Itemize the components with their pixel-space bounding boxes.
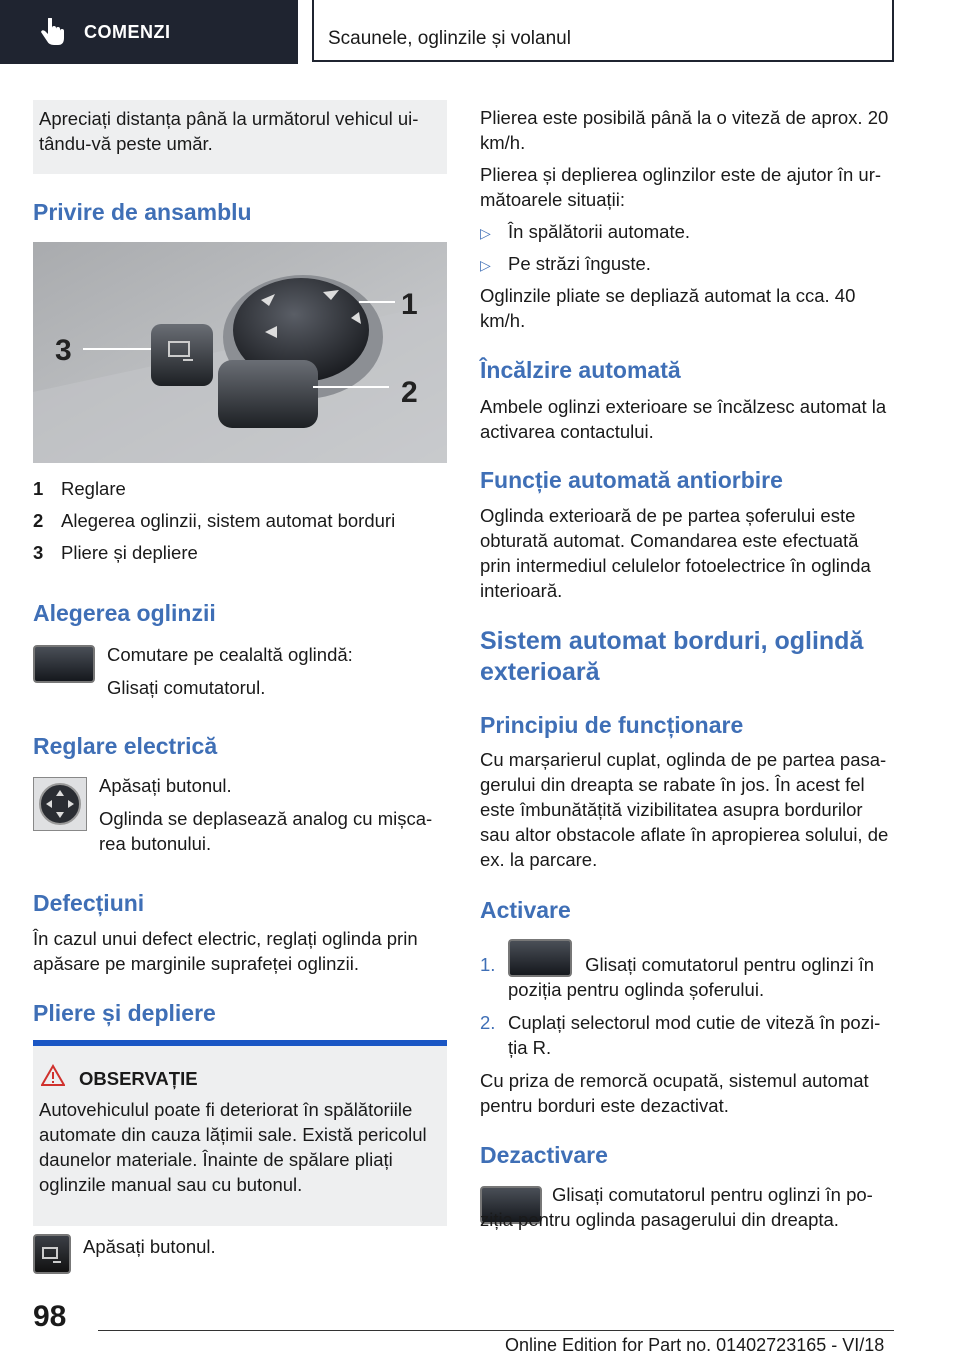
fold-situations-text: Plierea și deplierea oglinzilor este de ajutor în ur‐ mătoarele situații: [480,164,882,210]
callout-1: 1 [401,288,418,321]
heading-fold: Pliere și depliere [33,1000,216,1026]
footer-divider [98,1330,894,1331]
electric-text-2: Oglinda se deplasează analog cu mișca‐ rea butonului. [99,808,433,854]
bullet-triangle-icon: ▷ [480,257,491,273]
section-label: COMENZI [84,21,171,42]
chapter-box [312,0,894,62]
step-item: 1. Glisați comutatorul pentru oglinzi în poziția pentru oglinda șoferului. [480,952,894,1002]
page-number: 98 [33,1300,67,1333]
callout-2: 2 [401,376,418,409]
bullet-triangle-icon: ▷ [480,225,491,241]
heading-heating: Încălzire automată [480,357,681,383]
antidazzle-text: Oglinda exterioară de pe partea șoferului este obturată automat. Comandarea este efectuată prin intermediul celulelor fotoelectrice în oglinda interioară. [480,505,871,601]
mirror-switch-icon [33,645,95,683]
heading-select-mirror: Alegerea oglinzii [33,600,216,626]
hand-pointer-icon [38,17,68,47]
controls-photo [33,242,447,463]
legend-item: 1 Reglare [33,478,126,499]
page-header [0,0,960,66]
faults-text: În cazul unui defect electric, reglați oglinda prin apăsare pe marginile suprafeței oglinzii. [33,928,418,974]
step-item: 2. Cuplați selectorul mod cutie de viteză în pozi‐ ția R. [480,1012,881,1059]
heading-antidazzle: Funcție automată antiorbire [480,467,783,493]
heating-text: Ambele oglinzi exterioare se încălzesc automat la activarea contactului. [480,396,887,442]
fold-text: Apăsați butonul. [83,1236,216,1257]
principle-text: Cu marșarierul cuplat, oglinda de pe partea pasa‐ gerului din dreapta se rabate în jos. În acest fel este îmbunătățită vizibilitatea asupra bordurilor sau altor obstacole aflate în apropierea solului, de ex. la parcare. [480,749,889,870]
heading-electric: Reglare electrică [33,733,218,759]
note-text: Apreciați distanța până la următorul vehicul ui‐ tându-vă peste umăr. [39,108,419,154]
heading-faults: Defecțiuni [33,890,145,916]
warning-triangle-icon [41,1064,65,1092]
chapter-title: Scaunele, oglinzile și volanul [328,28,571,49]
unfold-speed-text: Oglinzile pliate se depliază automat la cca. 40 km/h. [480,285,856,331]
select-text-1: Comutare pe cealaltă oglindă: [107,644,353,665]
heading-activation: Activare [480,897,571,923]
list-item: ▷ În spălătorii automate. [480,219,894,244]
fold-speed-text: Plierea este posibilă până la o viteză de aprox. 20 km/h. [480,107,889,153]
section-tab [0,0,298,64]
heading-overview: Privire de ansamblu [33,199,252,225]
warning-title: OBSERVAȚIE [79,1068,198,1089]
electric-text-1: Apăsați butonul. [99,775,232,796]
fold-button-icon [33,1234,71,1274]
heading-deactivation: Dezactivare [480,1142,608,1168]
callout-3: 3 [55,334,72,367]
legend-item: 2 Alegerea oglinzii, sistem automat borduri [33,510,396,531]
heading-curb-system: Sistem automat borduri, oglindă exterioară [480,627,864,686]
warning-text: Autovehiculul poate fi deteriorat în spălătoriile automate din cauza lățimii sale. Există pericolul daunelor materiale. Înainte de spălare pliați oglinzile manual sau cu butonul. [39,1099,427,1195]
legend-item: 3 Pliere și depliere [33,542,198,563]
list-item: ▷ Pe străzi înguste. [480,251,894,276]
heading-principle: Principiu de funcționare [480,712,744,738]
photo-legend [33,476,447,565]
mirror-knob-icon [33,777,87,831]
trailer-text: Cu priza de remorcă ocupată, sistemul automat pentru borduri este dezactivat. [480,1070,869,1117]
mirror-switch-icon [508,939,572,977]
deactivation-text: Glisați comutatorul pentru oglinzi în po‐ ziția pentru oglinda pasagerului din dreapta. [480,1184,873,1230]
select-text-2: Glisați comutatorul. [107,677,266,698]
edition-text: Online Edition for Part no. 01402723165 - VI/18 [505,1335,885,1355]
